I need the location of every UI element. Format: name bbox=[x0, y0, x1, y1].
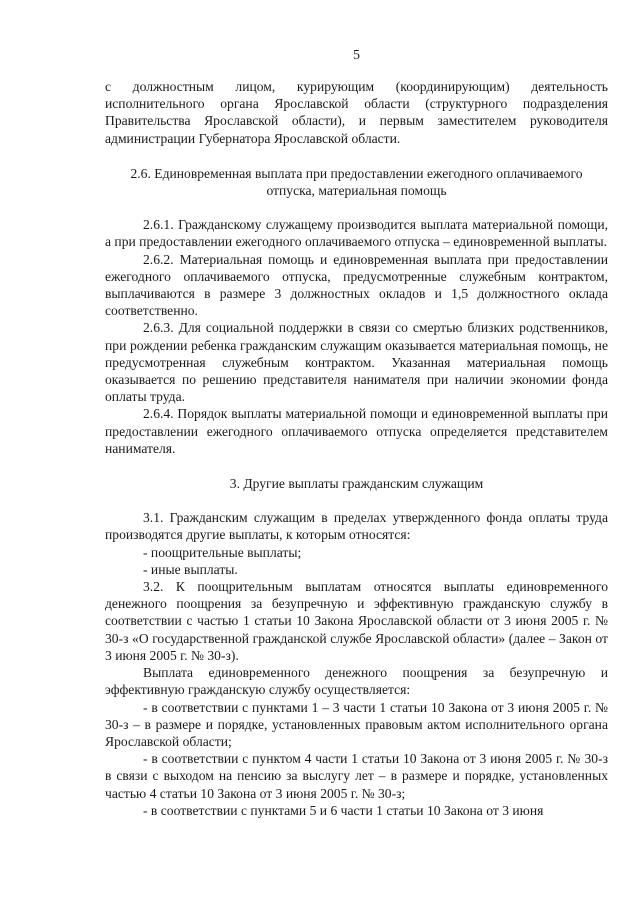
paragraph-3-1: 3.1. Гражданским служащим в пределах утвержденного фонда оплаты труда производятся другие выплаты, к которым относятся: bbox=[105, 510, 608, 543]
paragraph-2-6-2: 2.6.2. Материальная помощь и единовременная выплата при предоставлении ежегодного оплачиваемого отпуска, предусмотренные служебным контрактом, выплачиваются в размере 3 должностных окладов и 1,5 должностного оклада соответственно. bbox=[105, 251, 608, 319]
paragraph-payment-intro: Выплата единовременного денежного поощрения за безупречную и эффективную гражданскую службу осуществляется: bbox=[105, 665, 608, 698]
list-item: - поощрительные выплаты; bbox=[143, 544, 302, 560]
document-page bbox=[105, 0, 608, 905]
paragraph-2-6-3: 2.6.3. Для социальной поддержки в связи со смертью близких родственников, при рождении ребенка гражданским служащим оказывается материальная помощь, не предусмотренная служебным контрактом. Указанная материальная помощь оказывается по решению представителя нанимателя при наличии экономии фонда оплаты труда. bbox=[105, 320, 608, 405]
list-item: - иные выплаты. bbox=[143, 561, 238, 577]
paragraph-payment-item: - в соответствии с пунктами 1 – 3 части 1 статьи 10 Закона от 3 июня 2005 г. № 30-з – в размере и порядке, установленных правовым актом исполнительного органа Ярославской области; bbox=[105, 699, 608, 749]
paragraph-payment-item: - в соответствии с пунктом 4 части 1 статьи 10 Закона от 3 июня 2005 г. № 30-з в связи с выходом на пенсию за выслугу лет – в размере и порядке, установленных частью 4 статьи 10 Закона от 3 июня 2005 г. № 30-з; bbox=[105, 751, 608, 801]
paragraph-payment-item: - в соответствии с пунктами 5 и 6 части 1 статьи 10 Закона от 3 июня bbox=[143, 802, 544, 818]
paragraph-2-6-4: 2.6.4. Порядок выплаты материальной помощи и единовременной выплаты при предоставлении ежегодного оплачиваемого отпуска определяется представителем нанимателя. bbox=[105, 406, 608, 456]
paragraph-3-2: 3.2. К поощрительным выплатам относятся выплаты единовременного денежного поощрения за безупречную и эффективную гражданскую службу в соответствии с частью 1 статьи 10 Закона Ярославской области от 3 июня 2005 г. № 30-з «О государственной гражданской службе Ярославской области» (далее – Закон от 3 июня 2005 г. № 30-з). bbox=[105, 579, 608, 663]
section-heading-2-6: 2.6. Единовременная выплата при предоставлении ежегодного оплачиваемого отпуска, материальная помощь bbox=[130, 165, 583, 199]
paragraph-continuation: с должностным лицом, курирующим (координирующим) деятельность исполнительного органа Ярославской области (структурного подразделения Правительства Ярославской области), и первым заместителем руководителя администрации Губернатора Ярославской области. bbox=[105, 79, 608, 146]
document-body bbox=[105, 78, 608, 819]
section-heading-3: 3. Другие выплаты гражданским служащим bbox=[229, 476, 484, 492]
page-number: 5 bbox=[353, 48, 360, 63]
paragraph-2-6-1: 2.6.1. Гражданскому служащему производится выплата материальной помощи, а при предоставлении ежегодного оплачиваемого отпуска – единовременной выплаты. bbox=[105, 217, 608, 250]
